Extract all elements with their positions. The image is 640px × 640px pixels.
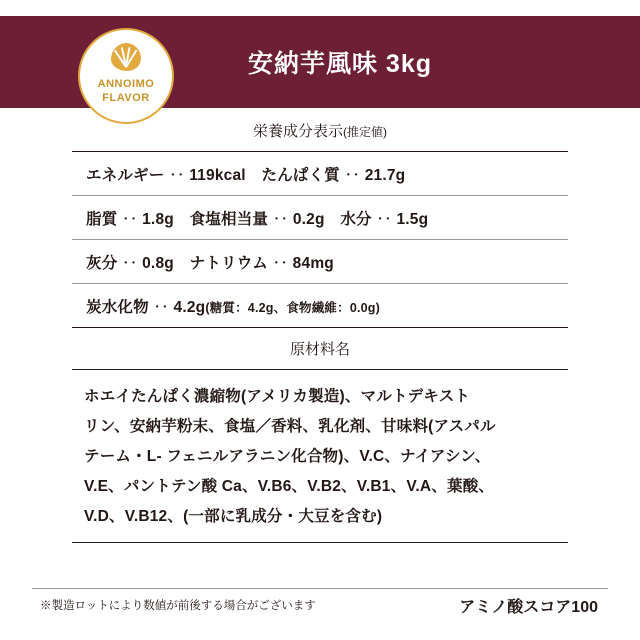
ingredients-line: テーム・L- フェニルアラニン化合物)、V.C、ナイアシン、 <box>84 448 491 465</box>
ingredients-line: リン、安納芋粉末、食塩／香料、乳化剤、甘味料(アスパル <box>84 418 496 435</box>
ingredients-line: V.E、パントテン酸 Ca、V.B6、V.B2、V.B1、V.A、葉酸、 <box>84 478 495 495</box>
table-row: 脂質 ‥ 1.8g 食塩相当量 ‥ 0.2g 水分 ‥ 1.5g <box>86 211 429 228</box>
badge-line-2: FLAVOR <box>102 92 150 104</box>
page-title: 安納芋風味 3kg <box>247 50 433 78</box>
footer-note: ※製造ロットにより数値が前後する場合がございます <box>40 600 316 612</box>
ingredients-line: ホエイたんぱく濃縮物(アメリカ製造)、マルトデキスト <box>84 388 471 405</box>
carb-sub: (糖質：4.2g、食物繊維：0.0g) <box>205 301 380 315</box>
ingredients-line: V.D、V.B12、(一部に乳成分・大豆を含む) <box>84 508 383 525</box>
amino-acid-score: アミノ酸スコア100 <box>459 599 598 616</box>
carb-main: 炭水化物 ‥ 4.2g <box>86 299 206 316</box>
sweet-potato-emblem-icon <box>109 43 143 73</box>
footer-divider <box>32 588 608 589</box>
badge-line-1: ANNOIMO <box>97 78 155 90</box>
ingredients-body <box>72 370 568 542</box>
table-row: エネルギー ‥ 119kcal たんぱく質 ‥ 21.7g <box>86 167 406 184</box>
label-content <box>72 112 568 543</box>
table-row-carbohydrate <box>72 284 568 327</box>
ingredients-heading: 原材料名 <box>289 341 350 358</box>
flavor-badge <box>78 28 174 124</box>
nutrition-heading-sub: (推定値) <box>343 125 387 139</box>
nutrition-heading-main: 栄養成分表示 <box>252 123 343 140</box>
divider-ingredients-bottom <box>72 542 568 543</box>
table-row: 灰分 ‥ 0.8g ナトリウム ‥ 84mg <box>86 255 334 272</box>
